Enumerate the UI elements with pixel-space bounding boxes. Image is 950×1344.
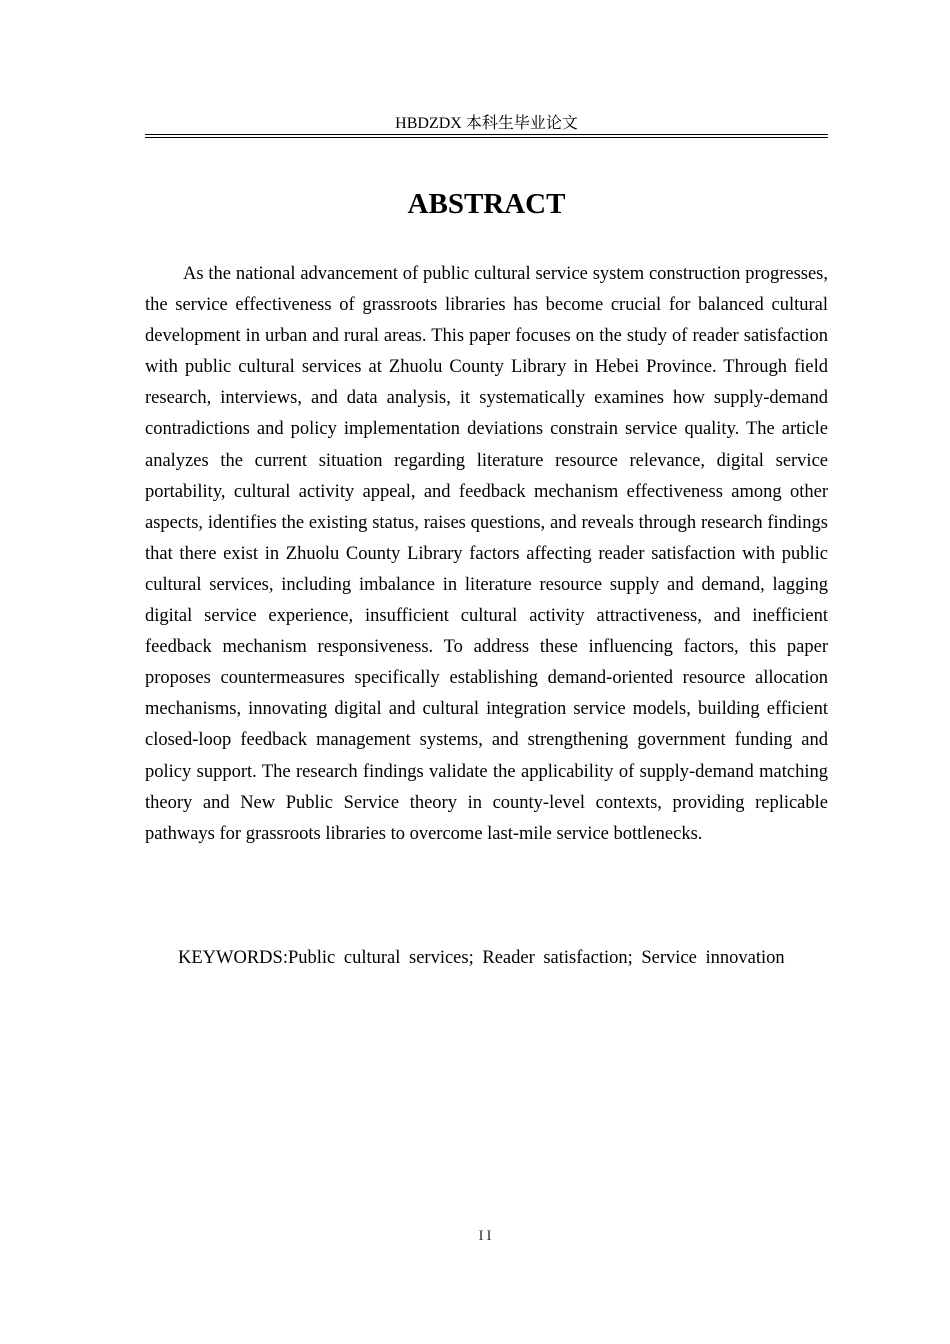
running-header: HBDZDX 本科生毕业论文: [395, 115, 578, 132]
page-number: II: [478, 1228, 495, 1244]
abstract-body: As the national advancement of public cultural service system construction progresses, the service effectiveness of grassroots libraries has become crucial for balanced cultural development in urban and rural areas. This paper focuses on the study of reader satisfaction with public cultural services at Zhuolu County Library in Hebei Province. Through field research, interviews, and data analysis, it systematically examines how supply-demand contradictions and policy implementation deviations constrain service quality. The article analyzes the current situation regarding literature resource relevance, digital service portability, cultural activity appeal, and feedback mechanism effectiveness among other aspects, identifies the existing status, raises questions, and reveals through research findings that there exist in Zhuolu County Library factors affecting reader satisfaction with public cultural services, including imbalance in literature resource supply and demand, lagging digital service experience, insufficient cultural activity attractiveness, and inefficient feedback mechanism responsiveness. To address these influencing factors, this paper proposes countermeasures specifically establishing demand-oriented resource allocation mechanisms, innovating digital and cultural integration service models, building efficient closed-loop feedback management systems, and strengthening government funding and policy support. The research findings validate the applicability of supply-demand matching theory and New Public Service theory in county-level contexts, providing replicable pathways for grassroots libraries to overcome last-mile service bottlenecks.: [145, 264, 828, 844]
keywords-line: KEYWORDS:Public cultural services; Reader satisfaction; Service innovation: [178, 948, 785, 968]
abstract-title: ABSTRACT: [407, 188, 566, 220]
header-double-rule: [145, 134, 828, 138]
